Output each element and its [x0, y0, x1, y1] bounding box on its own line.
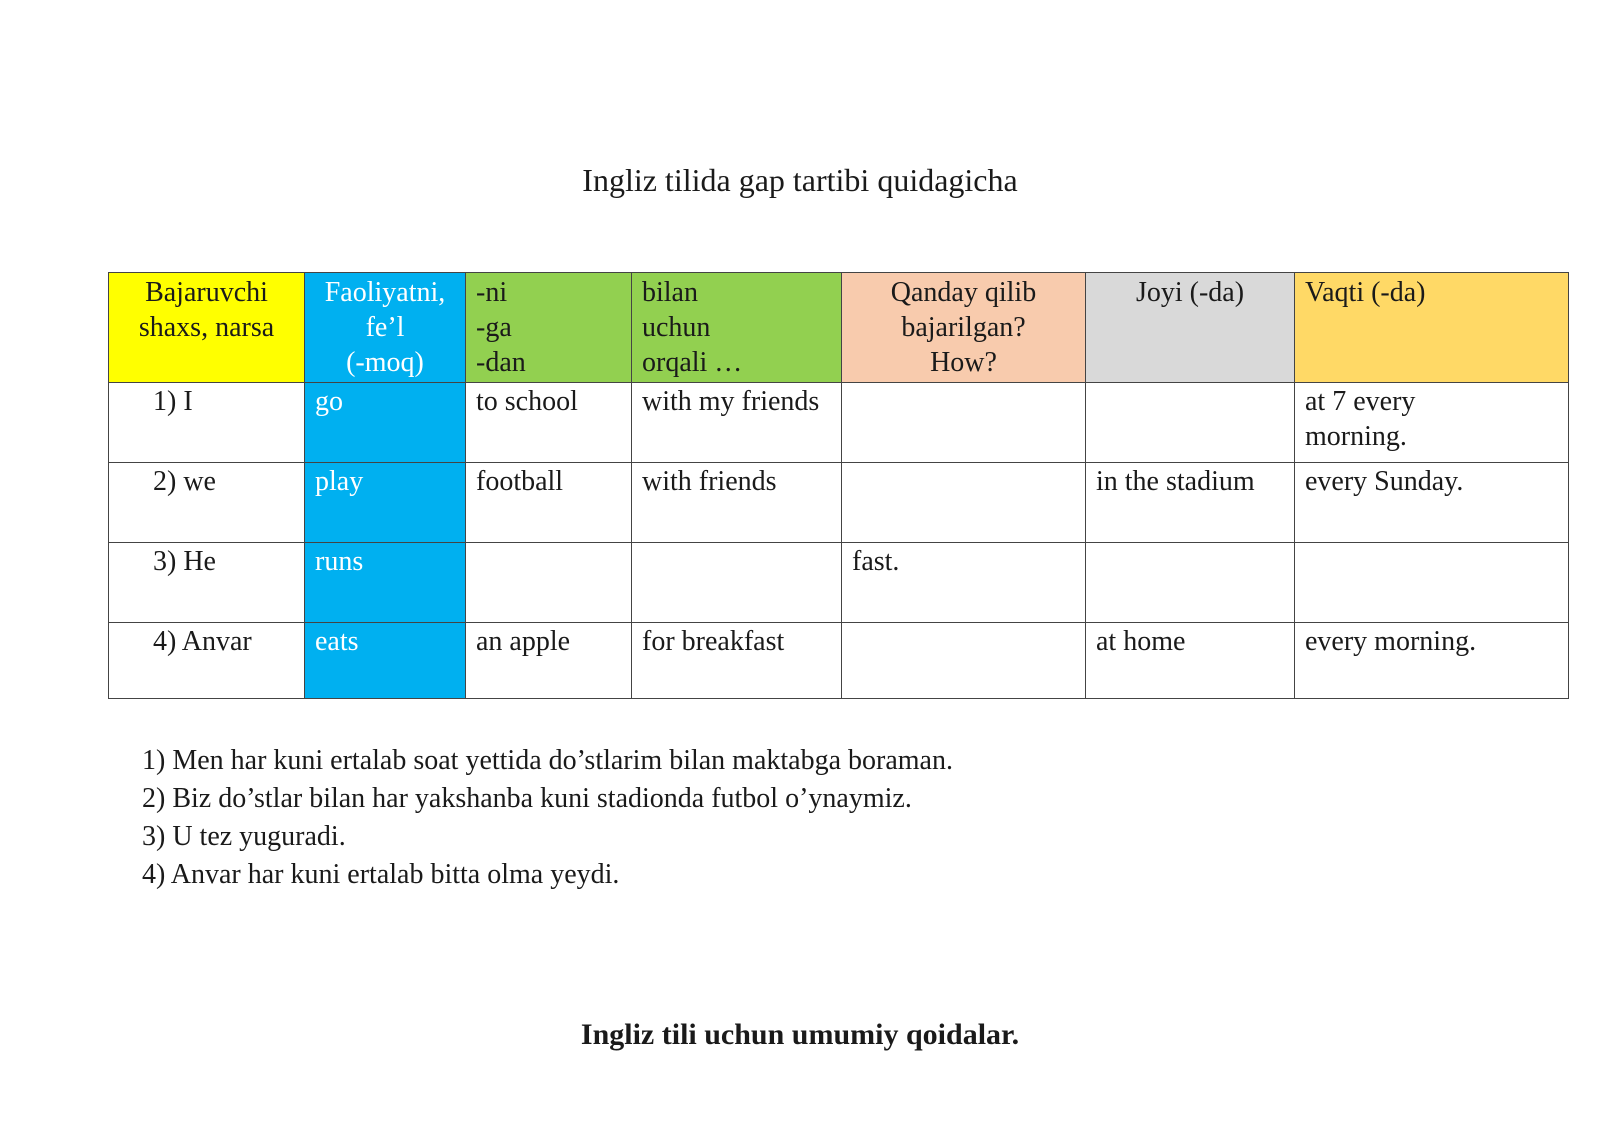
table-row	[109, 543, 1569, 623]
cell-subject: 2) we	[109, 463, 305, 543]
header-verb	[305, 273, 466, 383]
cell-subject: 3) He	[109, 543, 305, 623]
header-row	[109, 273, 1569, 383]
header-line: -ga	[476, 312, 512, 343]
header-with	[632, 273, 842, 383]
header-line: -ni	[476, 277, 508, 308]
example-line: 3) U tez yuguradi.	[142, 821, 346, 852]
table-body	[109, 383, 1569, 699]
page-title: Ingliz tilida gap tartibi quidagicha	[582, 162, 1018, 198]
header-line: Bajaruvchi	[145, 277, 268, 308]
cell-place	[1086, 383, 1295, 463]
header-line: Faoliyatni,	[324, 277, 446, 308]
cell-time	[1295, 623, 1569, 699]
cell-with: with friends	[632, 463, 842, 543]
cell-with: with my friends	[632, 383, 842, 463]
table-row	[109, 463, 1569, 543]
header-line: bajarilgan?	[901, 312, 1026, 343]
cell-time	[1295, 463, 1569, 543]
header-line: (-moq)	[346, 347, 424, 378]
sentence-order-table	[108, 272, 1569, 699]
header-place	[1086, 273, 1295, 383]
time-line: every Sunday.	[1305, 466, 1464, 497]
header-object	[466, 273, 632, 383]
table-row	[109, 623, 1569, 699]
cell-verb: eats	[305, 623, 466, 699]
header-line: Qanday qilib	[890, 277, 1037, 308]
header-line: shaxs, narsa	[138, 312, 275, 343]
header-subject	[109, 273, 305, 383]
cell-place	[1086, 543, 1295, 623]
cell-place: at home	[1086, 623, 1295, 699]
header-line: -dan	[476, 347, 526, 378]
table-row	[109, 383, 1569, 463]
cell-object	[466, 543, 632, 623]
cell-subject: 1) I	[109, 383, 305, 463]
time-line: morning.	[1305, 421, 1407, 452]
header-how	[842, 273, 1086, 383]
rules-heading: Ingliz tili uchun umumiy qoidalar.	[580, 1018, 1020, 1051]
header-line: orqali …	[642, 347, 743, 378]
cell-how: fast.	[842, 543, 1086, 623]
cell-object: an apple	[466, 623, 632, 699]
cell-time	[1295, 383, 1569, 463]
cell-with	[632, 543, 842, 623]
cell-with: for breakfast	[632, 623, 842, 699]
time-line: every morning.	[1305, 626, 1477, 657]
header-line: uchun	[642, 312, 711, 343]
cell-how	[842, 383, 1086, 463]
example-translations	[142, 742, 953, 894]
header-line: fe’l	[365, 312, 405, 343]
cell-object: to school	[466, 383, 632, 463]
header-time	[1295, 273, 1569, 383]
cell-verb: go	[305, 383, 466, 463]
cell-how	[842, 463, 1086, 543]
time-line: at 7 every	[1305, 386, 1416, 417]
header-line: bilan	[642, 277, 698, 308]
cell-how	[842, 623, 1086, 699]
cell-verb: runs	[305, 543, 466, 623]
header-line: Joyi (-da)	[1135, 277, 1245, 308]
cell-place: in the stadium	[1086, 463, 1295, 543]
cell-subject: 4) Anvar	[109, 623, 305, 699]
example-line: 2) Biz do’stlar bilan har yakshanba kuni stadionda futbol o’ynaymiz.	[142, 783, 912, 814]
cell-time	[1295, 543, 1569, 623]
cell-object: football	[466, 463, 632, 543]
header-line: Vaqti (-da)	[1305, 277, 1426, 308]
example-line: 4) Anvar har kuni ertalab bitta olma yeydi.	[142, 859, 620, 890]
header-line: How?	[930, 347, 997, 378]
example-line: 1) Men har kuni ertalab soat yettida do’stlarim bilan maktabga boraman.	[142, 745, 953, 776]
cell-verb: play	[305, 463, 466, 543]
